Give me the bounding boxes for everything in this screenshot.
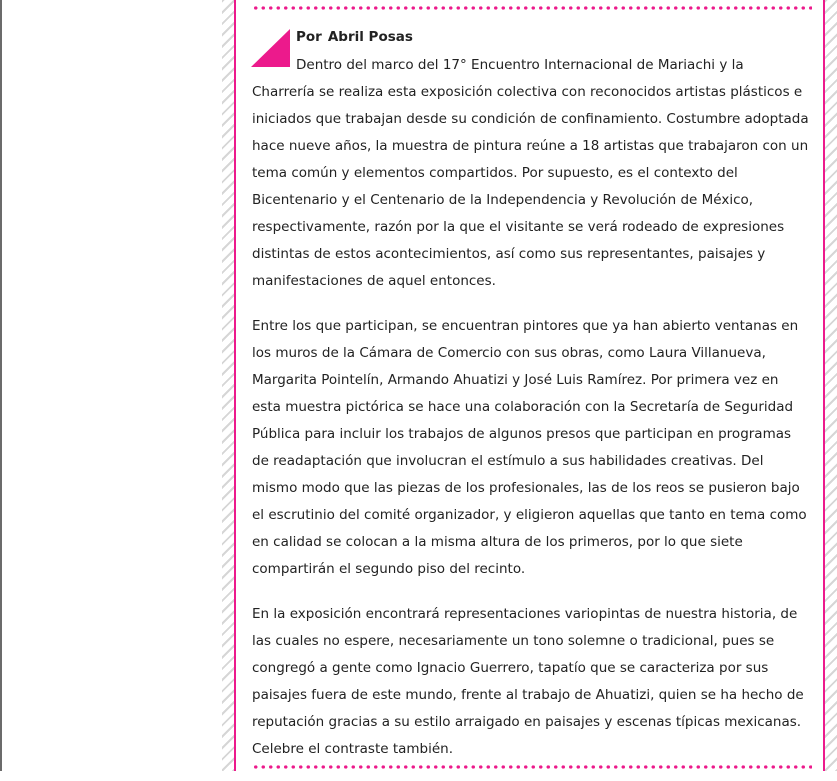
top-dotted-divider [252, 6, 812, 10]
left-striped-margin [222, 0, 234, 771]
article-body [252, 52, 810, 781]
author-name: Abril Posas [327, 29, 413, 45]
author-byline [296, 26, 413, 48]
left-edge-rule [0, 0, 2, 771]
article-paragraph: En la exposición encontrará representaciones variopintas de nuestra historia, de las cuales no espere, necesariamente un tono solemne o tradicional, pues se congregó a gente como Ignacio Guerrero, tapatío que se caracteriza por sus paisajes fuera de este mundo, frente al trabajo de Ahuatizi, quien se ha hecho de reputación gracias a su estilo arraigado en paisajes y escenas típicas mexicanas. Celebre el contraste también. [252, 606, 804, 757]
bottom-dotted-divider [252, 765, 812, 769]
article-paragraph: Entre los que participan, se encuentran pintores que ya han abierto ventanas en los muros de la Cámara de Comercio con sus obras, como Laura Villanueva, Margarita Pointelín, Armando Ahuatizi y José Luis Ramírez. Por primera vez en esta muestra pictórica se hace una colaboración con la Secretaría de Seguridad Pública para incluir los trabajos de algunos presos que participan en programas de readaptación que involucran el estímulo a sus habilidades creativas. Del mismo modo que las piezas de los profesionales, las de los reos se pusieron bajo el escrutinio del comité organizador, y eligieron aquellas que tanto en tema como en calidad se colocan a la misma altura de los primeros, por lo que siete compartirán el segundo piso del recinto. [252, 318, 807, 577]
article-paragraph: Dentro del marco del 17° Encuentro Internacional de Mariachi y la Charrería se realiza esta exposición colectiva con reconocidos artistas plásticos e iniciados que trabajan desde su condición de confinamiento. Costumbre adoptada hace nueve años, la muestra de pintura reúne a 18 artistas que trabajaron con un tema común y elementos compartidos. Por supuesto, es el contexto del Bicentenario y el Centenario de la Independencia y Revolución de México, respectivamente, razón por la que el visitante se verá rodeado de expresiones distintas de estos acontecimientos, así como sus representantes, paisajes y manifestaciones de aquel entonces. [252, 57, 809, 289]
right-striped-margin [825, 0, 837, 771]
author-prefix: Por [296, 29, 322, 45]
